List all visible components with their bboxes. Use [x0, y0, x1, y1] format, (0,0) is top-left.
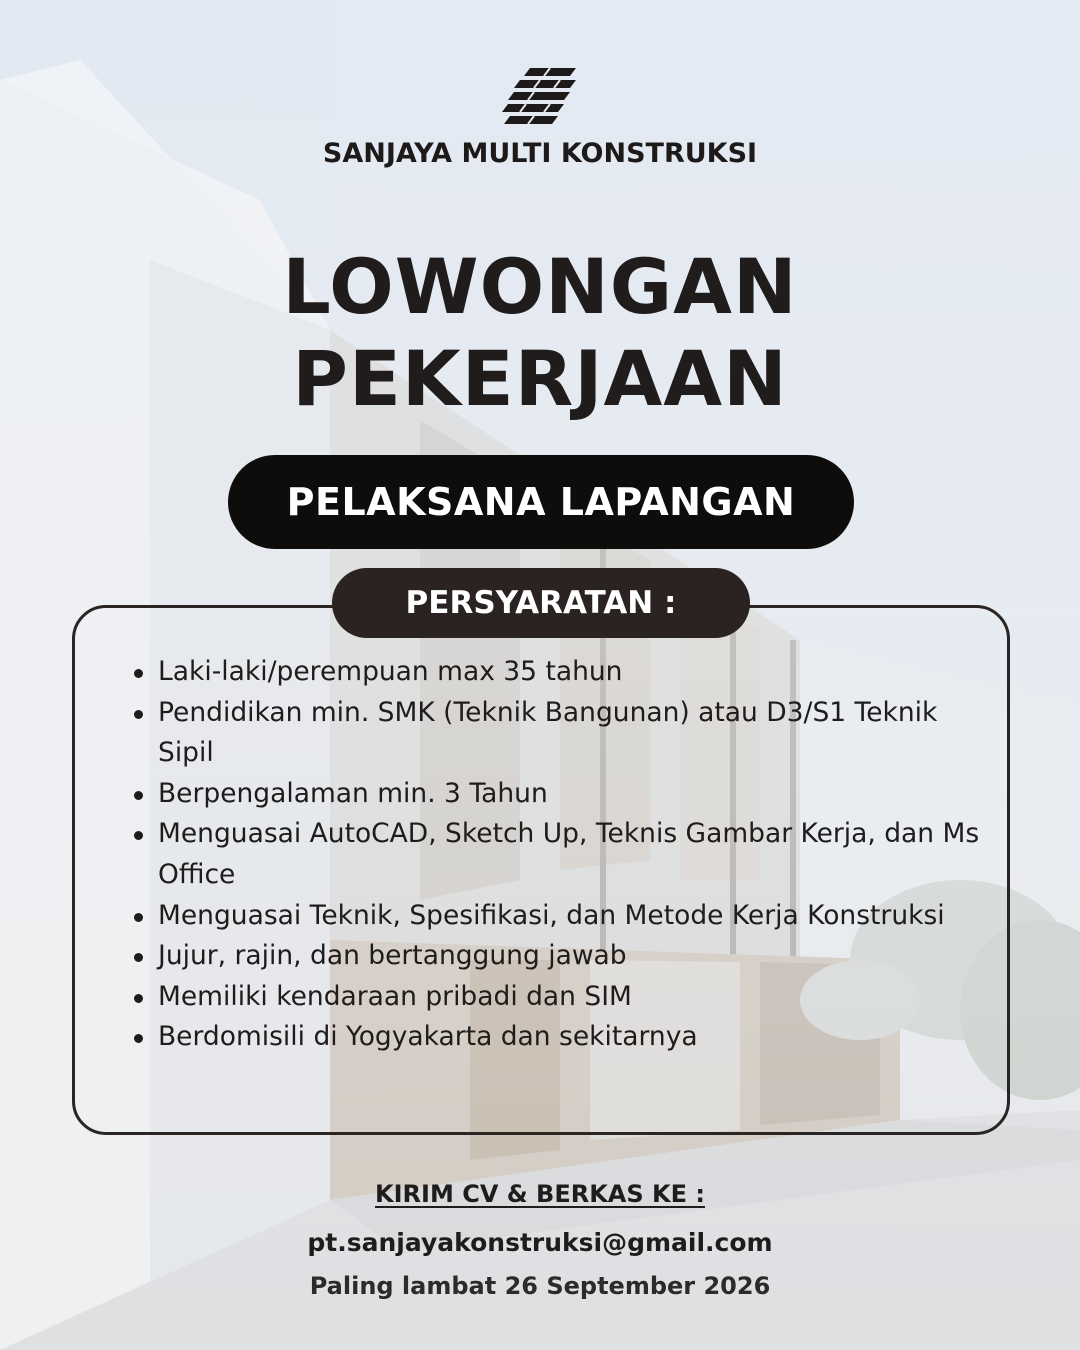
- company-name: SANJAYA MULTI KONSTRUKSI: [322, 138, 758, 169]
- bullet-icon: [134, 994, 143, 1003]
- list-item: Jujur, rajin, dan bertanggung jawab: [158, 936, 988, 977]
- list-item: Berdomisili di Yogyakarta dan sekitarnya: [158, 1017, 988, 1058]
- position-title: PELAKSANA LAPANGAN: [286, 480, 796, 524]
- brick-stack-icon: [500, 66, 582, 132]
- requirements-heading-badge: [332, 568, 750, 638]
- requirements-heading: PERSYARATAN :: [405, 585, 677, 621]
- application-deadline: Paling lambat 26 September 2026: [309, 1272, 771, 1300]
- send-cv-label: KIRIM CV & BERKAS KE :: [375, 1180, 705, 1208]
- list-item: Menguasai Teknik, Spesifikasi, dan Metode Kerja Konstruksi: [158, 896, 988, 937]
- list-item: Memiliki kendaraan pribadi dan SIM: [158, 977, 988, 1018]
- bullet-icon: [134, 791, 143, 800]
- headline-line-1: LOWONGAN: [282, 242, 798, 331]
- bullet-icon: [134, 913, 143, 922]
- contact-email[interactable]: pt.sanjayakonstruksi@gmail.com: [307, 1228, 773, 1257]
- list-item: Berpengalaman min. 3 Tahun: [158, 774, 988, 815]
- list-item: Menguasai AutoCAD, Sketch Up, Teknis Gambar Kerja, dan Ms Office: [158, 814, 988, 895]
- requirements-list: [158, 652, 988, 1058]
- bullet-icon: [134, 710, 143, 719]
- bullet-icon: [134, 669, 143, 678]
- position-title-badge: [228, 455, 854, 549]
- list-item: Laki-laki/perempuan max 35 tahun: [158, 652, 988, 693]
- list-item: Pendidikan min. SMK (Teknik Bangunan) atau D3/S1 Teknik Sipil: [158, 693, 988, 774]
- headline-line-2: PEKERJAAN: [292, 334, 788, 423]
